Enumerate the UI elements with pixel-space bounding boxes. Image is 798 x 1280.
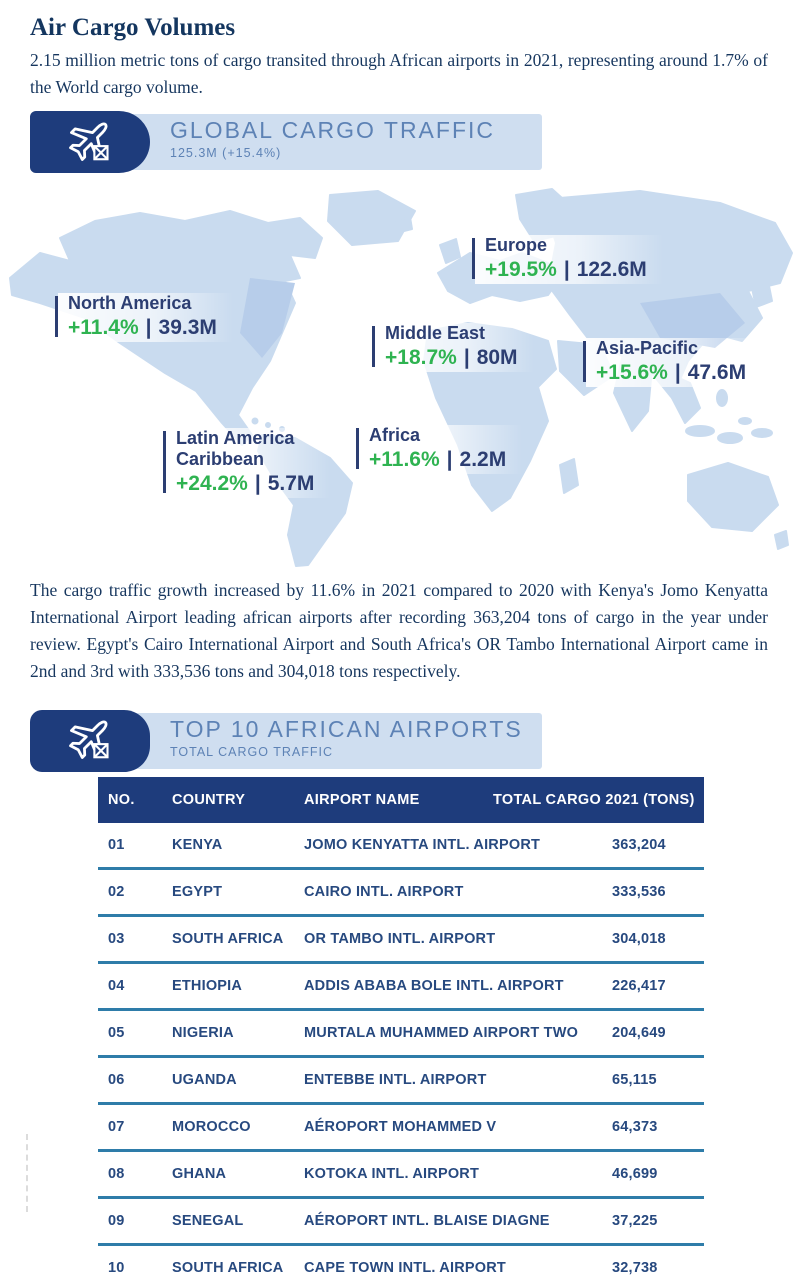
cargo-plane-icon	[62, 710, 118, 771]
cell-airport: OR TAMBO INTL. AIRPORT	[304, 930, 496, 947]
banner-badge	[30, 111, 150, 173]
volume-value: 39.3M	[158, 315, 217, 339]
table-row	[98, 964, 704, 1011]
cell-no: 06	[108, 1071, 125, 1088]
region-values	[485, 257, 647, 282]
growth-value: +18.7%	[385, 345, 457, 369]
analysis-paragraph: The cargo traffic growth increased by 11.6% in 2021 compared to 2020 with Kenya's Jomo Kenyatta International Airport leading african airports after recording 363,204 tons of cargo in the year under review. Egypt's Cairo International Airport and South Africa's OR Tambo International Airport came in 2nd and 3rd with 333,536 tons and 304,018 tons respectively.	[30, 580, 768, 682]
region-name: Middle East	[385, 323, 486, 343]
region-values	[385, 345, 518, 370]
cell-no: 04	[108, 977, 125, 994]
table-row	[98, 1011, 704, 1058]
cell-airport: JOMO KENYATTA INTL. AIRPORT	[304, 836, 541, 853]
table-header-row	[98, 777, 704, 823]
cell-tons: 363,204	[612, 836, 666, 853]
cell-airport: AÉROPORT INTL. BLAISE DIAGNE	[304, 1212, 550, 1229]
top10-airports-banner	[30, 710, 542, 772]
region-label-middle-east	[372, 323, 534, 372]
table-row	[98, 870, 704, 917]
table-row	[98, 1246, 704, 1280]
cell-country: SOUTH AFRICA	[172, 930, 284, 947]
cell-airport: AÉROPORT MOHAMMED V	[304, 1118, 497, 1135]
cell-no: 08	[108, 1165, 125, 1182]
growth-value: +19.5%	[485, 257, 557, 281]
cell-country: SOUTH AFRICA	[172, 1259, 284, 1276]
region-name: Africa	[369, 425, 421, 445]
cell-tons: 64,373	[612, 1118, 658, 1135]
cell-no: 10	[108, 1259, 125, 1276]
banner-subtitle: 125.3M (+15.4%)	[170, 146, 282, 161]
region-name: North America	[68, 293, 192, 313]
cell-tons: 204,649	[612, 1024, 666, 1041]
cell-no: 09	[108, 1212, 125, 1229]
airports-table	[98, 777, 704, 1280]
cell-tons: 226,417	[612, 977, 666, 994]
table-row	[98, 823, 704, 870]
cell-no: 03	[108, 930, 125, 947]
table-row	[98, 1199, 704, 1246]
growth-value: +11.4%	[68, 315, 139, 339]
cell-tons: 304,018	[612, 930, 666, 947]
cell-tons: 46,699	[612, 1165, 658, 1182]
region-values	[369, 447, 506, 472]
region-values	[68, 315, 217, 340]
cell-country: EGYPT	[172, 883, 223, 900]
value-divider: |	[463, 345, 470, 369]
volume-value: 5.7M	[267, 471, 315, 495]
region-values	[596, 360, 746, 385]
cell-country: ETHIOPIA	[172, 977, 243, 994]
cell-no: 01	[108, 836, 125, 853]
table-row	[98, 1105, 704, 1152]
page-title: Air Cargo Volumes	[30, 14, 236, 41]
region-label-europe	[472, 235, 663, 284]
value-divider: |	[674, 360, 681, 384]
column-header-airport: AIRPORT NAME	[304, 791, 420, 808]
value-divider: |	[254, 471, 261, 495]
cell-country: KENYA	[172, 836, 223, 853]
cell-country: SENEGAL	[172, 1212, 244, 1229]
cell-country: UGANDA	[172, 1071, 237, 1088]
volume-value: 80M	[476, 345, 518, 369]
growth-value: +15.6%	[596, 360, 668, 384]
global-cargo-banner	[30, 111, 542, 173]
cell-no: 05	[108, 1024, 125, 1041]
page-edge-artifact	[26, 1134, 28, 1212]
cell-no: 02	[108, 883, 125, 900]
table-row	[98, 917, 704, 964]
table-row	[98, 1058, 704, 1105]
cell-airport: CAPE TOWN INTL. AIRPORT	[304, 1259, 506, 1276]
region-label-latin-america-caribbean	[163, 428, 330, 498]
cell-no: 07	[108, 1118, 125, 1135]
region-values	[176, 471, 314, 496]
cell-tons: 333,536	[612, 883, 666, 900]
value-divider: |	[446, 447, 453, 471]
volume-value: 47.6M	[687, 360, 747, 384]
region-name-line2: Caribbean	[176, 448, 265, 469]
intro-paragraph: 2.15 million metric tons of cargo transited through African airports in 2021, representing around 1.7% of the World cargo volume.	[30, 49, 768, 97]
region-name: Latin America	[176, 428, 295, 448]
cell-country: GHANA	[172, 1165, 227, 1182]
cargo-plane-icon	[62, 112, 118, 173]
cell-airport: KOTOKA INTL. AIRPORT	[304, 1165, 480, 1182]
column-header-no: NO.	[108, 791, 135, 808]
column-header-country: COUNTRY	[172, 791, 246, 808]
banner-title: GLOBAL CARGO TRAFFIC	[170, 117, 495, 143]
value-divider: |	[145, 315, 152, 339]
cell-tons: 37,225	[612, 1212, 658, 1229]
cell-airport: MURTALA MUHAMMED AIRPORT TWO	[304, 1024, 579, 1041]
world-cargo-map	[0, 183, 798, 568]
volume-value: 122.6M	[576, 257, 647, 281]
banner-title: TOP 10 AFRICAN AIRPORTS	[170, 715, 523, 742]
region-name: Asia-Pacific	[596, 338, 699, 358]
growth-value: +24.2%	[176, 471, 248, 495]
cell-country: MOROCCO	[172, 1118, 251, 1135]
cell-country: NIGERIA	[172, 1024, 234, 1041]
cell-airport: CAIRO INTL. AIRPORT	[304, 883, 464, 900]
volume-value: 2.2M	[459, 447, 507, 471]
region-name: Europe	[485, 235, 548, 255]
region-label-asia-pacific	[583, 338, 762, 387]
growth-value: +11.6%	[369, 447, 440, 471]
value-divider: |	[563, 257, 570, 281]
table-row	[98, 1152, 704, 1199]
banner-subtitle: TOTAL CARGO TRAFFIC	[170, 744, 333, 759]
column-header-total-cargo: TOTAL CARGO 2021 (TONS)	[493, 791, 695, 808]
region-label-north-america	[55, 293, 233, 342]
region-label-africa	[356, 425, 522, 474]
cell-tons: 32,738	[612, 1259, 658, 1276]
banner-badge	[30, 710, 150, 772]
cell-tons: 65,115	[612, 1071, 657, 1088]
cell-airport: ENTEBBE INTL. AIRPORT	[304, 1071, 487, 1088]
cell-airport: ADDIS ABABA BOLE INTL. AIRPORT	[304, 977, 564, 994]
